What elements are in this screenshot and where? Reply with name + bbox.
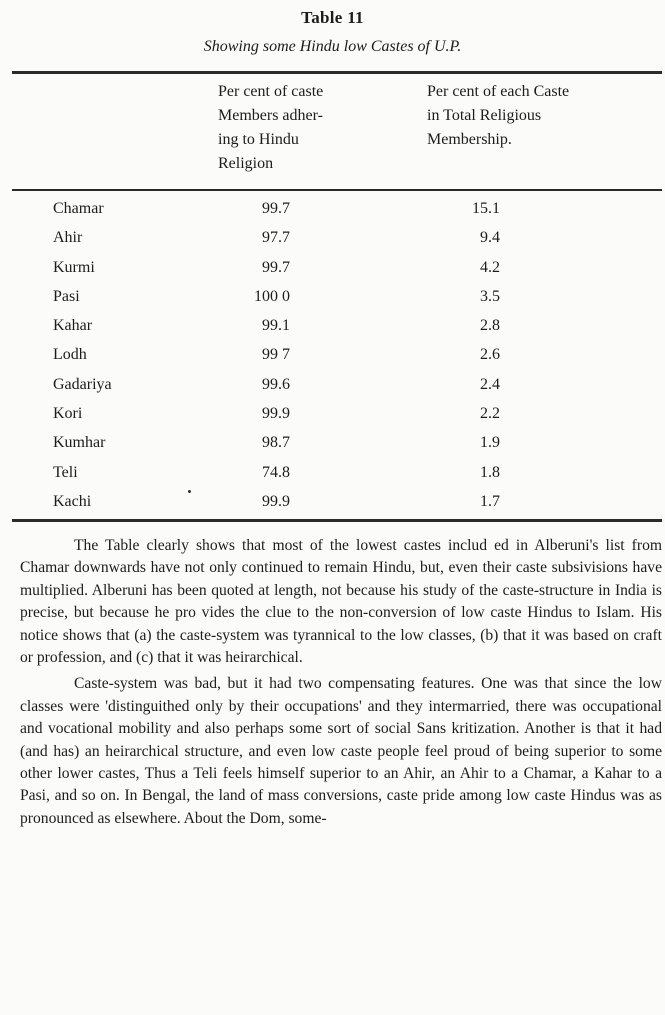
caste-name: Pasi (53, 287, 80, 305)
column-header-religious-membership: Per cent of each Caste in Total Religious Membership. (427, 83, 570, 148)
caste-name: Lodh (53, 346, 87, 364)
table-row (0, 489, 665, 518)
body-text (20, 535, 662, 834)
caste-name: Kachi (53, 492, 92, 510)
pct-membership-cell: 9.4 (480, 229, 500, 247)
table-row (0, 372, 665, 401)
table-row (0, 342, 665, 371)
table-row (0, 313, 665, 342)
table-row (0, 430, 665, 459)
paragraph-table-analysis: The Table clearly shows that most of the lowest castes includ ed in Alberuni's list from Chamar downwards have not only continued to remain Hindu, but, even their caste subsivisions have multiplied. Alberuni has been quoted at length, not because his study of the caste-structure in India is precise, but because he pro vides the clue to the non-conversion of low caste Hindus to Islam. His notice shows that (a) the caste-system was tyrannical to the low classes, (b) that it was based on craft or profession, and (c) that it was heirarchical. (20, 537, 662, 667)
table-bottom-rule (12, 519, 662, 522)
caste-name: Ahir (53, 229, 83, 247)
pct-membership-cell: 1.7 (480, 492, 500, 510)
pct-hindu-cell: 99.9 (262, 492, 290, 510)
caste-name: Kurmi (53, 258, 95, 276)
caste-name: Kahar (53, 317, 93, 335)
pct-membership-cell: 2.6 (480, 346, 500, 364)
pct-hindu-cell: 99 7 (262, 346, 290, 364)
table-row (0, 196, 665, 225)
pct-hindu-cell: 99.1 (262, 317, 290, 335)
table-header-rule (12, 189, 662, 191)
paragraph-caste-system: Caste-system was bad, but it had two compensating features. One was that since the low classes were 'distinguithed only by their occupations' and they intermarried, there was occupational and vocational mobility and also perhaps some sort of social Sans kritization. Another is that it had (and has) an heirarchical structure, and even low caste people feel proud of being superior to some other lower castes, Thus a Teli feels himself superior to an Ahir, an Ahir to a Chamar, a Kahar to a Pasi, and so on. In Bengal, the land of mass conversions, caste pride among low caste Hindus was as pronounced as elsewhere. About the Dom, some- (20, 675, 662, 827)
caste-name: Chamar (53, 200, 104, 217)
table-row (0, 401, 665, 430)
pct-hindu-cell: 99.6 (262, 375, 290, 393)
table-title: Table 11 (301, 8, 364, 27)
caste-name: Kumhar (53, 434, 106, 452)
pct-membership-cell: 2.4 (480, 375, 500, 393)
caste-name: Kori (53, 405, 83, 423)
pct-membership-cell: 1.8 (480, 463, 500, 481)
pct-hindu-cell: 100 0 (254, 287, 290, 305)
table-row (0, 225, 665, 254)
pct-membership-cell: 2.2 (480, 405, 500, 423)
table-row (0, 460, 665, 489)
pct-hindu-cell: 97.7 (262, 229, 290, 247)
pct-membership-cell: 4.2 (480, 258, 500, 276)
pct-membership-cell: 1.9 (480, 434, 500, 452)
pct-hindu-cell: 74.8 (262, 463, 290, 481)
table-row (0, 255, 665, 284)
caste-name: Gadariya (53, 375, 112, 393)
caste-name: Teli (53, 463, 78, 481)
table-top-rule (12, 71, 662, 74)
pct-hindu-cell: 98.7 (262, 434, 290, 452)
print-speck (188, 490, 191, 493)
table-subtitle: Showing some Hindu low Castes of U.P. (203, 38, 462, 55)
column-header-hindu-adherence: Per cent of caste Members adher- ing to Hindu Religion (218, 83, 324, 172)
pct-hindu-cell: 99.7 (262, 200, 290, 217)
pct-hindu-cell: 99.9 (262, 405, 290, 423)
pct-membership-cell: 3.5 (480, 287, 500, 305)
pct-membership-cell: 15.1 (472, 200, 500, 217)
pct-membership-cell: 2.8 (480, 317, 500, 335)
table-row (0, 284, 665, 313)
pct-hindu-cell: 99.7 (262, 258, 290, 276)
table-body (0, 196, 665, 518)
